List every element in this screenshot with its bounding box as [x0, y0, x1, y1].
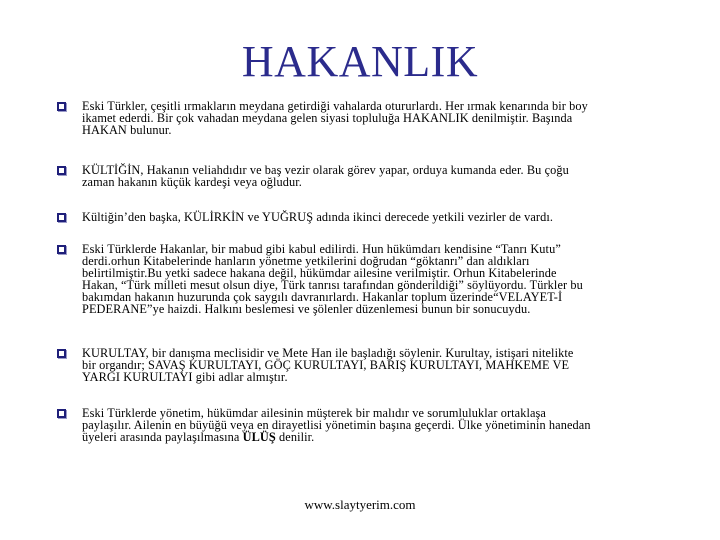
square-bullet-icon [57, 166, 66, 175]
square-bullet-icon [57, 409, 66, 418]
bullet-line: derdi.orhun Kitabelerinde hanların yönetme yetkilerini doğrudan “göktanrı” dan aldıkları [82, 254, 530, 268]
square-bullet-icon [57, 245, 66, 254]
bullet-line: Eski Türkler, çeşitli ırmakların meydana getirdiği vahalarda otururlardı. Her ırmak kenarında bir boy [82, 99, 588, 113]
bullet-text [82, 347, 677, 383]
bullet-line [82, 431, 677, 443]
bullet-line: KURULTAY, bir danışma meclisidir ve Mete Han ile başladığı söylenir. Kurultay, istişari nitelikte [82, 346, 574, 360]
square-bullet-icon [57, 349, 66, 358]
bullet-line: HAKAN bulunur. [82, 123, 172, 137]
bullet-line: Eski Türklerde yönetim, hükümdar ailesinin müşterek bir malıdır ve sorumluluklar ortaklaşa [82, 406, 546, 420]
bullet-text [82, 407, 677, 443]
bullet-line: paylaşılır. Ailenin en büyüğü veya en dirayetlisi yönetimin başına geçerdi. Ülke yönetiminin hanedan [82, 418, 591, 432]
slide-title: HAKANLIK [241, 37, 479, 86]
bullet-line: YARGI KURULTAYI gibi adlar almıştır. [82, 370, 288, 384]
bullet-line: zaman hakanın küçük kardeşi veya oğludur. [82, 175, 302, 189]
bullet-line: bir organdır; SAVAŞ KURULTAYI, GÖÇ KURULTAYI, BARIŞ KURULTAYI, MAHKEME VE [82, 358, 570, 372]
bullet-line: bakımdan hakanın huzurunda çok saygılı davranırlardı. Hakanlar toplum üzerinde“VELAYET-İ [82, 290, 563, 304]
bullet-line: Kültiğin’den başka, KÜLİRKİN ve YUĞRUŞ adında ikinci derecede yetkili vezirler de vardı. [82, 210, 554, 224]
square-bullet-icon [57, 102, 66, 111]
bullet-text [82, 100, 677, 136]
bullet-line: KÜLTİĞİN, Hakanın veliahdıdır ve baş vezir olarak görev yapar, orduya kumanda eder. Bu çoğu [82, 163, 569, 177]
bold-term: ÜLÜŞ [242, 430, 276, 444]
bullet-line-part: üyeleri arasında paylaşılmasına [82, 430, 243, 444]
bullet-line: Hakan, “Türk milleti mesut olsun diye, Türk tanrısı tarafından gönderildiği” söylüyordu. Türkler bu [82, 278, 583, 292]
bullet-line-part: denilir. [279, 430, 315, 444]
bullet-line: Eski Türklerde Hakanlar, bir mabud gibi kabul edilirdi. Hun hükümdarı kendisine “Tanrı Kutu” [82, 242, 561, 256]
bullet-line: PEDERANE”ye haizdi. Halkını beslemesi ve şölenler düzenlemesi bunun bir sonucuydu. [82, 302, 531, 316]
footer-url: www.slaytyerim.com [304, 497, 416, 512]
bullet-text [82, 243, 677, 315]
square-bullet-icon [57, 213, 66, 222]
bullet-text [82, 211, 677, 223]
bullet-line: ikamet ederdi. Bir çok vahadan meydana gelen siyasi topluluğa HAKANLIK denilmiştir. Başında [82, 111, 573, 125]
bullet-line: belirtilmiştir.Bu yetki sadece hakana değil, hükümdar ailesine verilmiştir. Orhun Kitabelerinde [82, 266, 557, 280]
bullet-text [82, 164, 677, 188]
